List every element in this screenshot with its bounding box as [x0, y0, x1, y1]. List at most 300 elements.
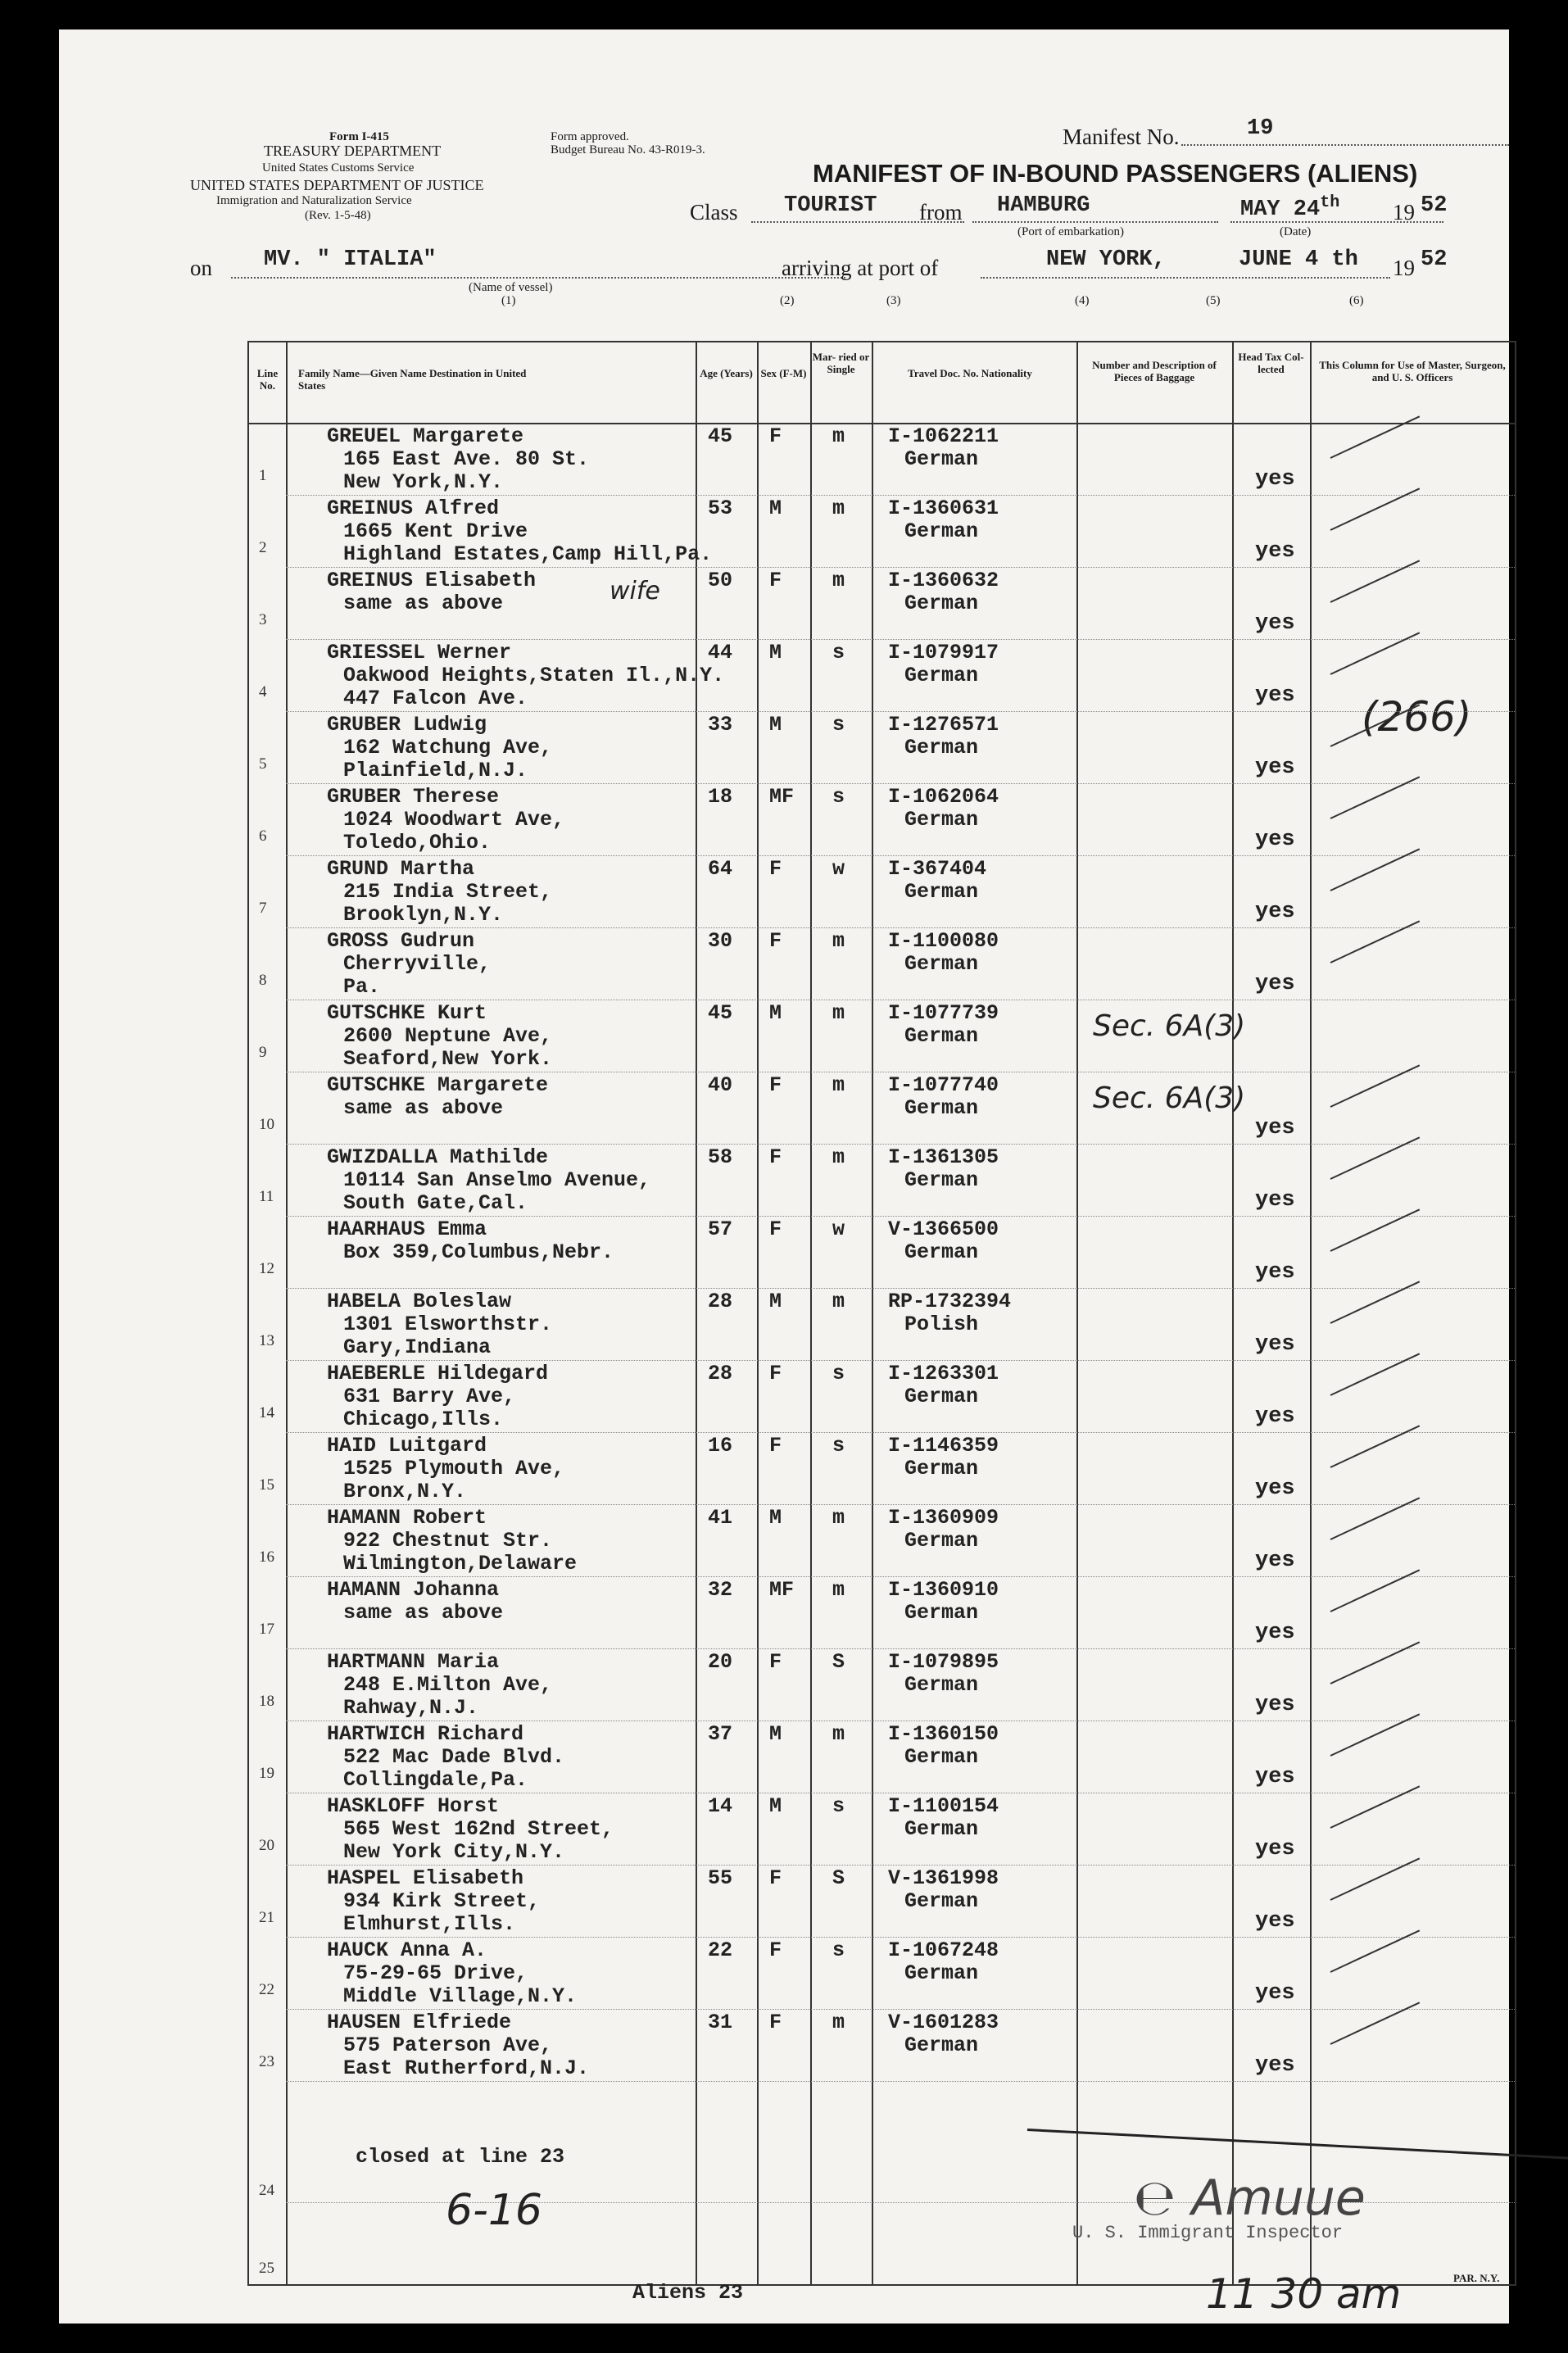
justice-dept: UNITED STATES DEPARTMENT OF JUSTICE [190, 177, 484, 193]
table-row [249, 1506, 1515, 1578]
nationality: German [904, 736, 979, 759]
address-line-1: 215 India Street, [343, 880, 553, 904]
time-note: 11 30 am [1206, 2270, 1402, 2318]
address-line-2: Highland Estates,Camp Hill,Pa. [343, 542, 713, 566]
marital-status: m [832, 1073, 845, 1097]
age: 16 [708, 1434, 733, 1458]
address-line-2: Seaford,New York. [343, 1047, 553, 1071]
table-row [249, 1217, 1515, 1290]
travel-doc: V-1361998 [888, 1866, 999, 1890]
table-row [249, 569, 1515, 641]
address-line-1: 1301 Elsworthstr. [343, 1313, 553, 1336]
travel-doc: I-1100080 [888, 929, 999, 953]
address-line-2: East Rutherford,N.J. [343, 2056, 590, 2080]
passenger-name: GREUEL Margarete [327, 424, 524, 448]
margin-note: wife [610, 577, 660, 605]
head-tax: yes [1255, 1260, 1295, 1285]
address-line-1: 1665 Kent Drive [343, 519, 528, 543]
table-row [249, 1578, 1515, 1650]
baggage-note: Sec. 6A(3) [1093, 1081, 1246, 1115]
sex: F [769, 1073, 782, 1097]
head-tax: yes [1255, 467, 1295, 492]
address-line-1: 1525 Plymouth Ave, [343, 1457, 565, 1480]
vessel-caption: (Name of vessel) [469, 281, 553, 294]
table-row [249, 1650, 1515, 1722]
passenger-name: HAUSEN Elfriede [327, 2011, 512, 2034]
year1-prefix: 19 [1393, 200, 1415, 224]
sex: F [769, 1938, 782, 1962]
customs-service: United States Customs Service [262, 161, 415, 175]
marital-status: S [832, 1866, 845, 1890]
nationality: German [904, 1961, 979, 1985]
age: 30 [708, 929, 733, 953]
line-number: 5 [259, 755, 267, 773]
nationality: German [904, 1817, 979, 1841]
line-number: 2 [259, 539, 267, 556]
travel-doc: I-1360632 [888, 569, 999, 592]
passenger-name: HASPEL Elisabeth [327, 1866, 524, 1890]
line-number: 19 [259, 1765, 274, 1782]
nationality: German [904, 1457, 979, 1480]
travel-doc: I-1361305 [888, 1145, 999, 1169]
col-name: Family Name—Given Name Destination in United States [298, 367, 527, 392]
table-row [249, 1290, 1515, 1362]
date-caption: (Date) [1280, 225, 1312, 238]
address-line-1: 631 Barry Ave, [343, 1385, 516, 1408]
printer-mark: PAR. N.Y. [1453, 2272, 1500, 2284]
line-24: 24 [259, 2182, 274, 2199]
passenger-name: HAMANN Johanna [327, 1578, 500, 1602]
line-number: 14 [259, 1404, 274, 1421]
col-num-4: (4) [1075, 294, 1090, 307]
address-line-1: 248 E.Milton Ave, [343, 1673, 553, 1697]
address-line-2: Bronx,N.Y. [343, 1480, 467, 1503]
year2-prefix: 19 [1393, 256, 1415, 280]
marital-status: s [832, 1362, 845, 1385]
nationality: German [904, 1889, 979, 1913]
address-line-2: Rahway,N.J. [343, 1696, 479, 1720]
sex: F [769, 1145, 782, 1169]
nationality: German [904, 1096, 979, 1120]
nationality: German [904, 1024, 979, 1048]
marital-status: m [832, 1001, 845, 1025]
table-row [249, 1073, 1515, 1145]
handwritten-date: 6-16 [446, 2186, 543, 2235]
travel-doc: I-1276571 [888, 713, 999, 737]
table-row [249, 1362, 1515, 1434]
passenger-name: GROSS Gudrun [327, 929, 475, 953]
sex: M [769, 1506, 782, 1530]
address-line-2: Toledo,Ohio. [343, 831, 492, 855]
marital-status: s [832, 713, 845, 737]
nationality: German [904, 1168, 979, 1192]
head-tax: yes [1255, 827, 1295, 852]
on-label: on [190, 256, 212, 280]
line-number: 10 [259, 1116, 274, 1133]
nationality: German [904, 519, 979, 543]
passenger-name: GRUBER Therese [327, 785, 500, 809]
table-row [249, 1434, 1515, 1506]
travel-doc: I-1360909 [888, 1506, 999, 1530]
age: 50 [708, 569, 733, 592]
table-row [249, 424, 1515, 496]
address-line-1: 565 West 162nd Street, [343, 1817, 614, 1841]
col-headtax: Head Tax Col- lected [1238, 351, 1304, 375]
travel-doc: I-1360910 [888, 1578, 999, 1602]
age: 31 [708, 2011, 733, 2034]
travel-doc: I-1360150 [888, 1722, 999, 1746]
marital-status: m [832, 569, 845, 592]
address-line-1: same as above [343, 1096, 504, 1120]
travel-doc: I-1100154 [888, 1794, 999, 1818]
passenger-name: HAEBERLE Hildegard [327, 1362, 549, 1385]
sex: M [769, 641, 782, 664]
head-tax: yes [1255, 1909, 1295, 1934]
inspector-signature: ℮ Amuue [1134, 2169, 1366, 2227]
manifest-no-value: 19 [1247, 116, 1274, 141]
travel-doc: V-1366500 [888, 1217, 999, 1241]
date-value: MAY 24th [1240, 193, 1340, 222]
head-tax: yes [1255, 1116, 1295, 1140]
nationality: German [904, 1745, 979, 1769]
line-number: 1 [259, 467, 267, 484]
marital-status: m [832, 424, 845, 448]
col-num-6: (6) [1349, 294, 1364, 307]
passenger-name: HAMANN Robert [327, 1506, 487, 1530]
age: 33 [708, 713, 733, 737]
passenger-name: GRIESSEL Werner [327, 641, 512, 664]
marital-status: m [832, 496, 845, 520]
address-line-2: Collingdale,Pa. [343, 1768, 528, 1792]
head-tax: yes [1255, 2053, 1295, 2078]
marital-status: m [832, 1145, 845, 1169]
travel-doc: I-1079895 [888, 1650, 999, 1674]
address-line-1: 2600 Neptune Ave, [343, 1024, 553, 1048]
passenger-name: GRUBER Ludwig [327, 713, 487, 737]
age: 45 [708, 1001, 733, 1025]
nationality: German [904, 1529, 979, 1553]
arrive-date-value: JUNE 4 th [1239, 247, 1358, 272]
col-officers: This Column for Use of Master, Surgeon, and U. S. Officers [1319, 359, 1506, 383]
line-number: 12 [259, 1260, 274, 1277]
nationality: German [904, 447, 979, 471]
travel-doc: V-1601283 [888, 2011, 999, 2034]
passenger-name: GREINUS Alfred [327, 496, 500, 520]
address-line-2: Wilmington,Delaware [343, 1552, 578, 1575]
line-number: 17 [259, 1621, 274, 1638]
col-married: Mar- ried or Single [812, 351, 870, 375]
age: 57 [708, 1217, 733, 1241]
line-number: 7 [259, 900, 267, 917]
line-number: 23 [259, 2053, 274, 2070]
address-line-2: Brooklyn,N.Y. [343, 903, 504, 927]
baggage-note: Sec. 6A(3) [1093, 1009, 1246, 1043]
port-embark-caption: (Port of embarkation) [1017, 225, 1124, 238]
marital-status: m [832, 1578, 845, 1602]
col-num-5: (5) [1206, 294, 1221, 307]
table-row [249, 713, 1515, 785]
manifest-no-label: Manifest No. [1063, 125, 1180, 149]
line-number: 9 [259, 1044, 267, 1061]
date-suffix: th [1320, 193, 1340, 212]
sex: F [769, 1217, 782, 1241]
address-line-1: 922 Chestnut Str. [343, 1529, 553, 1553]
address-line-1: 1024 Woodwart Ave, [343, 808, 565, 832]
marital-status: s [832, 641, 845, 664]
line-number: 3 [259, 611, 267, 628]
table-row [249, 785, 1515, 857]
vessel-value: MV. " ITALIA" [264, 247, 437, 272]
passenger-name: GRUND Martha [327, 857, 475, 881]
travel-doc: I-1360631 [888, 496, 999, 520]
marital-status: w [832, 1217, 845, 1241]
nationality: German [904, 808, 979, 832]
address-line-1: same as above [343, 1601, 504, 1625]
line-number: 4 [259, 683, 267, 700]
table-row [249, 1145, 1515, 1217]
age: 64 [708, 857, 733, 881]
sex: MF [769, 1578, 795, 1602]
table-row [249, 857, 1515, 929]
passenger-name: HAID Luitgard [327, 1434, 487, 1458]
nationality: German [904, 2033, 979, 2057]
head-tax: yes [1255, 683, 1295, 708]
address-line-1: 75-29-65 Drive, [343, 1961, 528, 1985]
vessel-col-num: (1) [501, 294, 516, 307]
col-sex: Sex (F-M) [760, 367, 807, 379]
arriving-label: arriving at port of [782, 256, 939, 280]
form-revision: (Rev. 1-5-48) [305, 209, 371, 222]
address-line-1: 575 Paterson Ave, [343, 2033, 553, 2057]
age: 58 [708, 1145, 733, 1169]
head-tax: yes [1255, 1476, 1295, 1501]
age: 32 [708, 1578, 733, 1602]
age: 14 [708, 1794, 733, 1818]
count-mark: (266) [1362, 693, 1472, 741]
passenger-name: GUTSCHKE Margarete [327, 1073, 549, 1097]
marital-status: S [832, 1650, 845, 1674]
passenger-name: HABELA Boleslaw [327, 1290, 512, 1313]
line-number: 15 [259, 1476, 274, 1494]
travel-doc: I-1077739 [888, 1001, 999, 1025]
col-travel: Travel Doc. No. Nationality [908, 367, 1032, 379]
age: 37 [708, 1722, 733, 1746]
arriving-value: NEW YORK, [1046, 247, 1166, 272]
nationality: German [904, 1240, 979, 1264]
class-value: TOURIST [784, 193, 877, 218]
line-number: 6 [259, 827, 267, 845]
address-line-2: New York,N.Y. [343, 470, 504, 494]
table-row [249, 496, 1515, 569]
form-number: Form I-415 [329, 130, 389, 143]
sex: M [769, 1290, 782, 1313]
marital-status: m [832, 1506, 845, 1530]
table-row [249, 1866, 1515, 1938]
head-tax: yes [1255, 1404, 1295, 1429]
head-tax: yes [1255, 755, 1295, 780]
travel-doc: I-1146359 [888, 1434, 999, 1458]
sex: M [769, 496, 782, 520]
travel-doc: I-367404 [888, 857, 987, 881]
nationality: German [904, 592, 979, 615]
marital-status: m [832, 1722, 845, 1746]
age: 22 [708, 1938, 733, 1962]
address-line-2: 447 Falcon Ave. [343, 687, 528, 710]
age: 28 [708, 1290, 733, 1313]
head-tax: yes [1255, 1332, 1295, 1357]
nationality: German [904, 1601, 979, 1625]
address-line-2: Pa. [343, 975, 381, 999]
sex: F [769, 2011, 782, 2034]
table-row [249, 1938, 1515, 2011]
age: 55 [708, 1866, 733, 1890]
treasury-dept: TREASURY DEPARTMENT [264, 143, 442, 159]
line-number: 13 [259, 1332, 274, 1349]
sex: F [769, 1362, 782, 1385]
address-line-2: New York City,N.Y. [343, 1840, 565, 1864]
sex: F [769, 1650, 782, 1674]
age: 20 [708, 1650, 733, 1674]
address-line-1: 162 Watchung Ave, [343, 736, 553, 759]
table-row [249, 641, 1515, 713]
line-number: 16 [259, 1548, 274, 1566]
travel-doc: RP-1732394 [888, 1290, 1012, 1313]
from-value: HAMBURG [997, 193, 1090, 218]
head-tax: yes [1255, 1693, 1295, 1717]
passenger-table [247, 341, 1516, 2286]
head-tax: yes [1255, 1981, 1295, 2006]
nationality: German [904, 880, 979, 904]
sex: F [769, 857, 782, 881]
head-tax: yes [1255, 1548, 1295, 1573]
address-line-1: Cherryville, [343, 952, 492, 976]
class-label: Class [690, 200, 738, 224]
table-row [249, 2011, 1515, 2083]
marital-status: s [832, 1938, 845, 1962]
address-line-2: Plainfield,N.J. [343, 759, 528, 782]
age: 41 [708, 1506, 733, 1530]
age: 28 [708, 1362, 733, 1385]
col-baggage: Number and Description of Pieces of Baggage [1092, 359, 1217, 383]
closed-note: closed at line 23 [356, 2145, 565, 2169]
sex: M [769, 1794, 782, 1818]
travel-doc: I-1062064 [888, 785, 999, 809]
sex: F [769, 1434, 782, 1458]
nationality: German [904, 1673, 979, 1697]
passenger-name: HARTWICH Richard [327, 1722, 524, 1746]
table-row [249, 1794, 1515, 1866]
table-row [249, 929, 1515, 1001]
year1-value: 52 [1421, 193, 1448, 218]
nationality: Polish [904, 1313, 979, 1336]
age: 53 [708, 496, 733, 520]
head-tax: yes [1255, 1621, 1295, 1645]
marital-status: w [832, 857, 845, 881]
head-tax: yes [1255, 1837, 1295, 1861]
age: 18 [708, 785, 733, 809]
travel-doc: I-1067248 [888, 1938, 999, 1962]
table-row [249, 1001, 1515, 1073]
sex: F [769, 929, 782, 953]
address-line-2: Middle Village,N.Y. [343, 1984, 578, 2008]
form-approved: Form approved. [551, 130, 629, 143]
head-tax: yes [1255, 539, 1295, 564]
travel-doc: I-1263301 [888, 1362, 999, 1385]
col-num-2: (2) [780, 294, 795, 307]
travel-doc: I-1079917 [888, 641, 999, 664]
line-number: 18 [259, 1693, 274, 1710]
sex: F [769, 569, 782, 592]
aliens-total: Aliens 23 [632, 2281, 744, 2305]
line-number: 22 [259, 1981, 274, 1998]
nationality: German [904, 952, 979, 976]
sex: MF [769, 785, 795, 809]
line-25: 25 [259, 2260, 274, 2277]
sex: M [769, 1001, 782, 1025]
passenger-name: GWIZDALLA Mathilde [327, 1145, 549, 1169]
marital-status: m [832, 2011, 845, 2034]
ins-service: Immigration and Naturalization Service [216, 194, 412, 207]
line-number: 11 [259, 1188, 274, 1205]
address-line-1: same as above [343, 592, 504, 615]
passenger-name: GREINUS Elisabeth [327, 569, 537, 592]
table-row [249, 1722, 1515, 1794]
inspector-label: U. S. Immigrant Inspector [1072, 2223, 1344, 2243]
sex: M [769, 713, 782, 737]
line-number: 8 [259, 972, 267, 989]
nationality: German [904, 1385, 979, 1408]
line-number: 21 [259, 1909, 274, 1926]
year2-value: 52 [1421, 247, 1448, 272]
address-line-2: South Gate,Cal. [343, 1191, 528, 1215]
address-line-1: 934 Kirk Street, [343, 1889, 541, 1913]
marital-status: m [832, 929, 845, 953]
from-label: from [919, 200, 963, 224]
passenger-name: GUTSCHKE Kurt [327, 1001, 487, 1025]
address-line-2: Chicago,Ills. [343, 1408, 504, 1431]
head-tax: yes [1255, 611, 1295, 636]
address-line-1: 522 Mac Dade Blvd. [343, 1745, 565, 1769]
address-line-1: 10114 San Anselmo Avenue, [343, 1168, 651, 1192]
marital-status: s [832, 785, 845, 809]
travel-doc: I-1077740 [888, 1073, 999, 1097]
col-line-no: Line No. [256, 367, 279, 392]
sex: F [769, 424, 782, 448]
address-line-1: Oakwood Heights,Staten Il.,N.Y. [343, 664, 725, 687]
passenger-name: HAUCK Anna A. [327, 1938, 487, 1962]
passenger-name: HAARHAUS Emma [327, 1217, 487, 1241]
age: 44 [708, 641, 733, 664]
age: 40 [708, 1073, 733, 1097]
head-tax: yes [1255, 1188, 1295, 1213]
passenger-name: HASKLOFF Horst [327, 1794, 500, 1818]
nationality: German [904, 664, 979, 687]
budget-bureau: Budget Bureau No. 43-R019-3. [551, 143, 705, 156]
manifest-page [59, 29, 1509, 2324]
manifest-title: MANIFEST OF IN-BOUND PASSENGERS (ALIENS) [813, 159, 1418, 188]
marital-status: s [832, 1434, 845, 1458]
col-age: Age (Years) [700, 367, 753, 379]
sex: M [769, 1722, 782, 1746]
line-number: 20 [259, 1837, 274, 1854]
sex: F [769, 1866, 782, 1890]
address-line-1: Box 359,Columbus,Nebr. [343, 1240, 614, 1264]
marital-status: s [832, 1794, 845, 1818]
head-tax: yes [1255, 1765, 1295, 1789]
address-line-1: 165 East Ave. 80 St. [343, 447, 590, 471]
head-tax: yes [1255, 900, 1295, 924]
col-num-3: (3) [886, 294, 901, 307]
